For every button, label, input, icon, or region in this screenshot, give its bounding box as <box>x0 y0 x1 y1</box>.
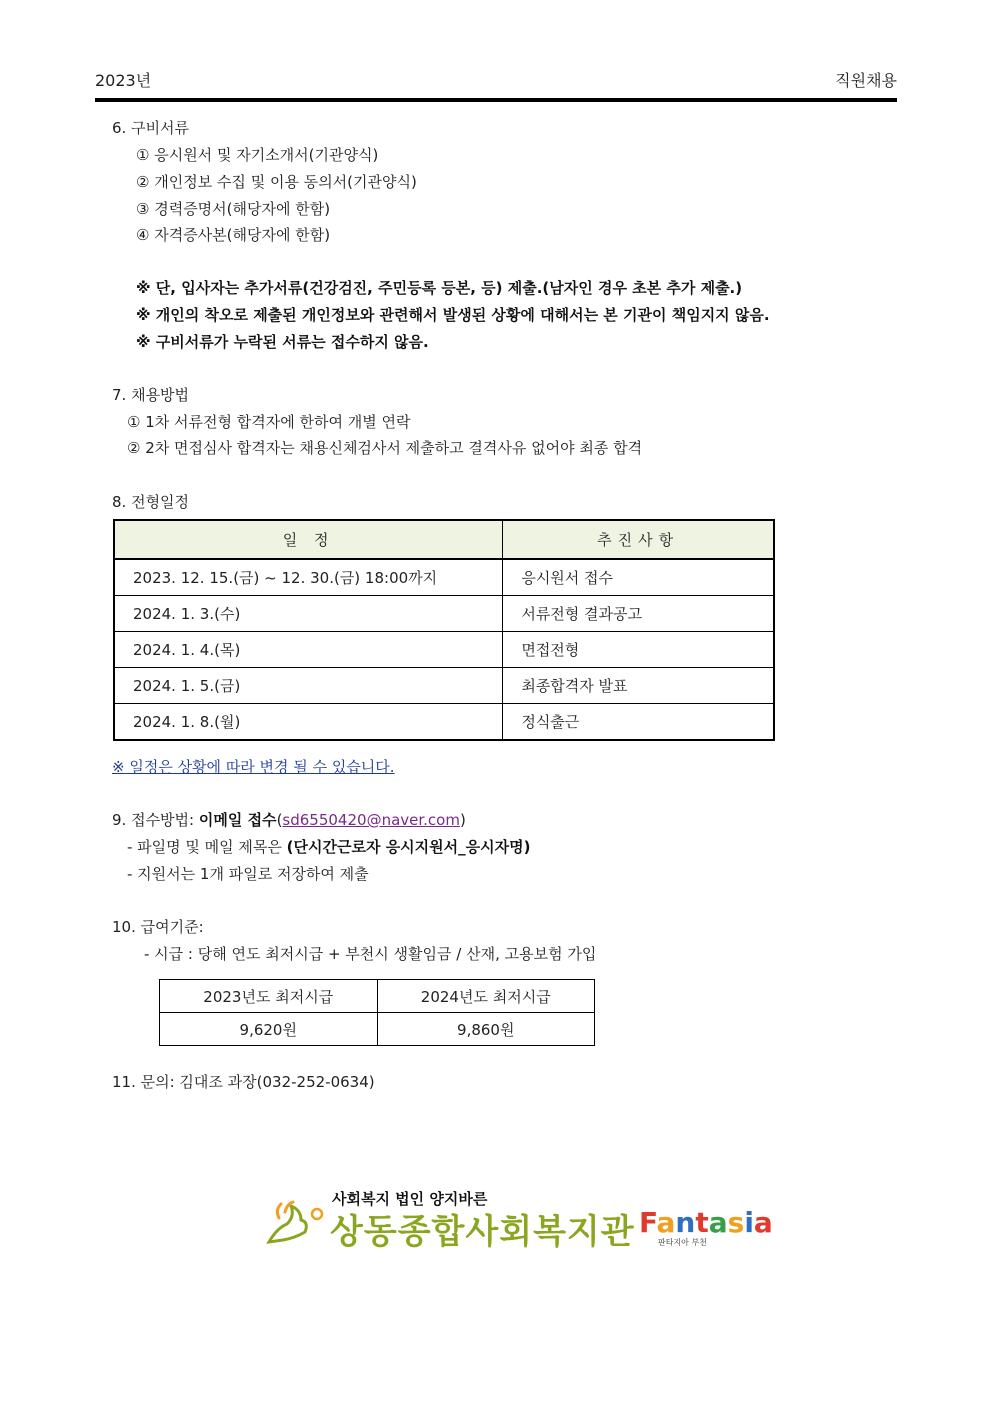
table-row <box>114 596 774 632</box>
sec9-open-paren: ( <box>276 811 283 829</box>
sec9-filename-prefix: - 파일명 및 메일 제목은 <box>127 838 287 856</box>
wage-value-row <box>160 1013 595 1046</box>
schedule-header-task: 추진사항 <box>503 520 774 559</box>
schedule-date: 2024. 1. 3.(수) <box>114 596 503 632</box>
wage-header-row <box>160 980 595 1013</box>
fantasia-letter: n <box>675 1206 696 1239</box>
schedule-date: 2024. 1. 8.(월) <box>114 704 503 741</box>
table-row <box>114 559 774 596</box>
fantasia-letter: i <box>744 1206 754 1239</box>
sec10-line: - 시급 : 당해 연도 최저시급 + 부천시 생활임금 / 산재, 고용보험 가입 <box>144 945 597 963</box>
schedule-task: 응시원서 접수 <box>503 559 774 596</box>
fantasia-letter: a <box>753 1206 773 1239</box>
schedule-note: ※ 일정은 상황에 따라 변경 될 수 있습니다. <box>112 758 395 776</box>
sec7-item-1: ① 1차 서류전형 합격자에 한하여 개별 연락 <box>127 413 411 431</box>
sun-mascot-icon <box>265 1198 327 1246</box>
sec7-item-2: ② 2차 면접심사 합격자는 채용신체검사서 제출하고 결격사유 없어야 최종 합격 <box>127 439 643 457</box>
sec6-note-2: ※ 개인의 착오로 제출된 개인정보와 관련해서 발생된 상황에 대해서는 본 기관이 책임지지 않음. <box>136 306 770 324</box>
schedule-table <box>113 519 775 741</box>
wage-value-2024: 9,860원 <box>377 1013 595 1046</box>
schedule-task: 정식출근 <box>503 704 774 741</box>
fantasia-logo <box>639 1206 773 1239</box>
schedule-date: 2024. 1. 4.(목) <box>114 632 503 668</box>
header-rule <box>95 98 897 102</box>
fantasia-letter: a <box>656 1206 676 1239</box>
email-link[interactable]: sd6550420@naver.com <box>282 811 460 829</box>
header-title: 직원채용 <box>835 71 897 90</box>
sec9-filename-format: (단시간근로자 응시지원서_응시자명) <box>286 838 531 856</box>
sec6-item-1: ① 응시원서 및 자기소개서(기관양식) <box>136 146 379 164</box>
wage-value-2023: 9,620원 <box>160 1013 378 1046</box>
sec9-line <box>112 809 466 830</box>
sec9-filename-line <box>127 836 530 857</box>
logo-center-name: 상동종합사회복지관 <box>330 1212 635 1252</box>
schedule-date: 2023. 12. 15.(금) ~ 12. 30.(금) 18:00까지 <box>114 559 503 596</box>
sec8-title: 8. 전형일정 <box>112 493 190 511</box>
header-year: 2023년 <box>95 71 152 90</box>
sec10-title: 10. 급여기준: <box>112 918 204 936</box>
sec9-method: 이메일 접수 <box>198 811 277 829</box>
logo-org-name: 사회복지 법인 양지바른 <box>332 1190 488 1208</box>
schedule-task: 서류전형 결과공고 <box>503 596 774 632</box>
sec11-contact: 11. 문의: 김대조 과장(032-252-0634) <box>112 1073 375 1091</box>
sec6-title: 6. 구비서류 <box>112 119 190 137</box>
sec9-label: 9. 접수방법: <box>112 811 199 829</box>
schedule-header-row <box>114 520 774 559</box>
table-row <box>114 704 774 741</box>
sec6-note-1: ※ 단, 입사자는 추가서류(건강검진, 주민등록 등본, 등) 제출.(남자인 경우 초본 추가 제출.) <box>136 279 743 297</box>
sec6-note-3: ※ 구비서류가 누락된 서류는 접수하지 않음. <box>136 333 429 351</box>
fantasia-letter: t <box>695 1206 709 1239</box>
schedule-task: 최종합격자 발표 <box>503 668 774 704</box>
fantasia-letter: F <box>639 1206 657 1239</box>
fantasia-letter: s <box>727 1206 745 1239</box>
wage-header-2024: 2024년도 최저시급 <box>377 980 595 1013</box>
table-row <box>114 668 774 704</box>
schedule-header-date: 일 정 <box>114 520 503 559</box>
schedule-task: 면접전형 <box>503 632 774 668</box>
schedule-date: 2024. 1. 5.(금) <box>114 668 503 704</box>
sec6-item-2: ② 개인정보 수집 및 이용 동의서(기관양식) <box>136 173 417 191</box>
wage-table <box>159 979 595 1046</box>
table-row <box>114 632 774 668</box>
wage-header-2023: 2023년도 최저시급 <box>160 980 378 1013</box>
fantasia-subtitle: 판타지아 부천 <box>658 1238 707 1247</box>
fantasia-letter: a <box>708 1206 728 1239</box>
sec6-item-3: ③ 경력증명서(해당자에 한함) <box>136 200 331 218</box>
sec7-title: 7. 채용방법 <box>112 386 190 404</box>
sec9-file-note: - 지원서는 1개 파일로 저장하여 제출 <box>127 865 369 883</box>
sec9-close-paren: ) <box>459 811 466 829</box>
sec6-item-4: ④ 자격증사본(해당자에 한함) <box>136 226 331 244</box>
